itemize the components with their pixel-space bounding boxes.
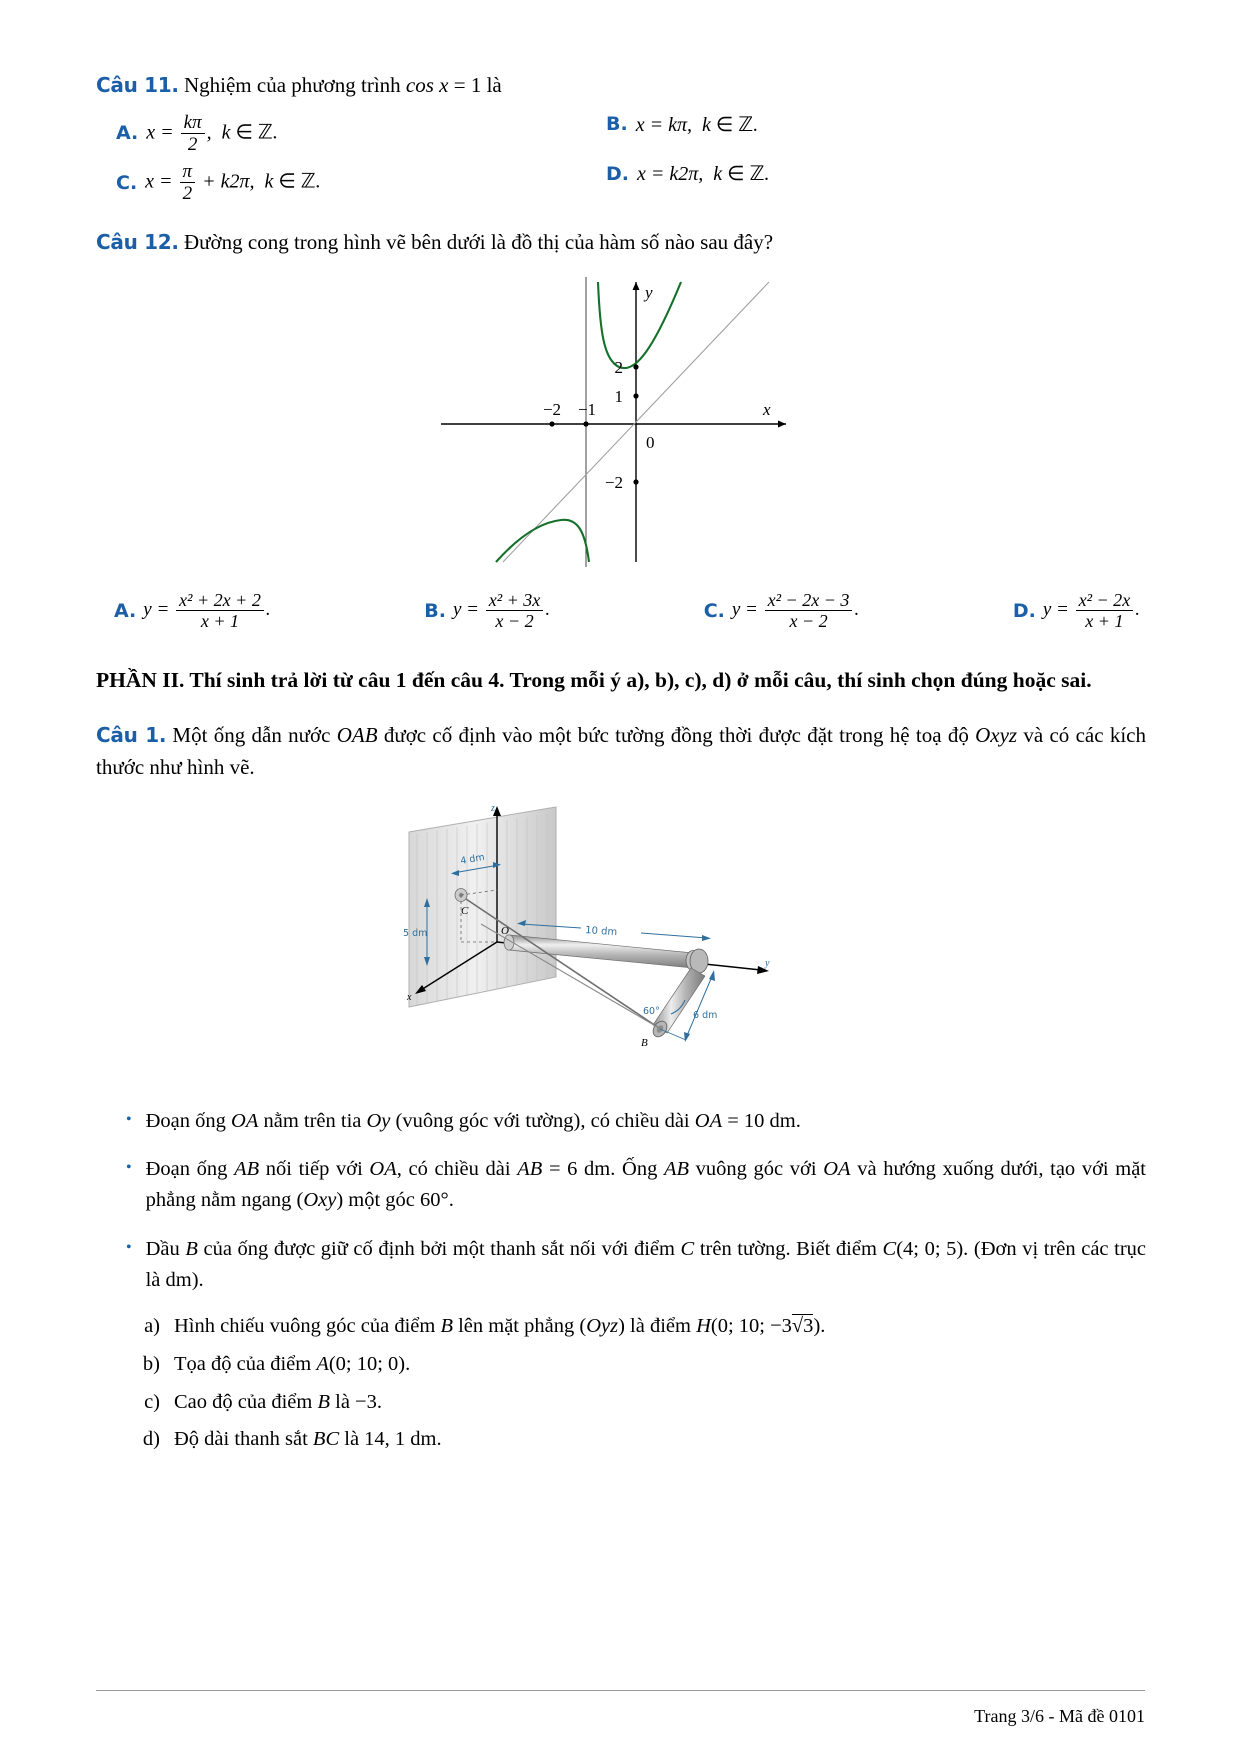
question-12 — [96, 227, 1146, 259]
option-d-12-num: x² − 2x — [1078, 590, 1131, 611]
question-11-options — [116, 112, 1146, 205]
page-footer: Trang 3/6 - Mã đề 0101 — [974, 1706, 1145, 1726]
option-d-12-label: D. — [1012, 599, 1036, 622]
question-12-label: Câu 12. — [96, 229, 179, 254]
option-a-12[interactable] — [114, 590, 271, 631]
axis-z-label: z — [491, 802, 495, 814]
option-c-12-value: y = $\frac{\text{x² − 2x − 3}}{x - 2}$ . — [731, 590, 860, 632]
tick-x-neg2: −2 — [542, 400, 562, 420]
page-content — [96, 70, 1146, 1464]
tick-y-2: 2 — [614, 358, 623, 378]
tick-origin: 0 — [646, 433, 655, 453]
footer-divider — [96, 1690, 1145, 1691]
subitem-c — [120, 1389, 1146, 1416]
option-d-11[interactable] — [606, 161, 1096, 186]
subitem-a-tag: a) — [144, 1315, 160, 1338]
label-B: B — [641, 1036, 648, 1049]
option-a-12-den: x + 1 — [176, 610, 264, 631]
bullet-dot-icon: • — [126, 1238, 132, 1256]
subitem-b-tag: b) — [142, 1353, 160, 1376]
option-a-12-label: A. — [114, 599, 137, 622]
bullet-text-3: Dầu B của ống được giữ cố định bởi một thanh sắt nối với điểm C trên tường. Biết điểm C(4; 0; 5). (Đơn vị trên các trục là dm). — [145, 1237, 1146, 1291]
dim-10dm: 10 dm — [584, 924, 618, 938]
option-row-ab — [116, 112, 1146, 156]
option-b-12-den: x − 2 — [486, 610, 544, 631]
option-b-12-num: x² + 3x — [488, 590, 541, 611]
tick-y-neg2: −2 — [604, 473, 623, 493]
option-c-value: x = $\frac{\pi}{2}$ + k2π, k ∈ ℤ. — [145, 161, 321, 205]
pipe-figure — [341, 802, 901, 1082]
subitem-a — [120, 1313, 1146, 1340]
option-a-label: A. — [116, 122, 139, 145]
subitem-c-tag: c) — [144, 1390, 160, 1413]
subitem-b — [120, 1351, 1146, 1378]
subitem-d — [120, 1426, 1146, 1453]
option-b-11[interactable] — [606, 112, 1096, 137]
axis-x-label: x — [763, 400, 771, 420]
bullet-text-1: Đoạn ống OA nằm trên tia Oy (vuông góc với tường), có chiều dài OA = 10 dm. — [145, 1109, 801, 1132]
option-a-11[interactable] — [116, 112, 606, 156]
question-11-text: Nghiệm của phương trình cos x = 1 là — [183, 73, 502, 97]
option-b-12-value: y = $\frac{\text{x² + 3x}}{x - 2}$ . — [452, 590, 551, 632]
graph-figure-12 — [391, 272, 851, 572]
subitem-c-text: Cao độ của điểm B là −3. — [174, 1390, 382, 1413]
option-a-12-num: x² + 2x + 2 — [179, 590, 261, 611]
pipe-svg — [341, 802, 901, 1082]
question-p2-1-bullets — [126, 1106, 1146, 1296]
option-b-12-label: B. — [424, 599, 446, 622]
option-d-label: D. — [606, 162, 629, 185]
option-c-label: C. — [116, 171, 138, 194]
subitem-d-text: Độ dài thanh sắt BC là 14, 1 dm. — [174, 1428, 442, 1451]
option-row-cd — [116, 161, 1146, 205]
option-d-12-den: x + 1 — [1076, 610, 1134, 631]
option-b-value: x = kπ, k ∈ ℤ. — [635, 113, 759, 136]
question-p2-1-subitems — [120, 1313, 1146, 1453]
option-c-11[interactable] — [116, 161, 606, 205]
option-c-12-den: x − 2 — [765, 610, 853, 631]
bullet-item — [126, 1234, 1146, 1296]
question-p2-1-text: Một ống dẫn nước OAB được cố định vào một bức tường đồng thời được đặt trong hệ toạ độ Oxyz và có các kích thước như hình vẽ. — [96, 722, 1146, 780]
option-a-value: x = $\frac{k\pi}{2}$ , k ∈ ℤ. — [146, 111, 278, 155]
option-b-label: B. — [606, 113, 628, 135]
bullet-item — [126, 1106, 1146, 1137]
option-d-12-value: y = $\frac{\text{x² − 2x}}{x + 1}$ . — [1042, 590, 1140, 632]
axis-x-label-3d: x — [407, 991, 412, 1003]
tick-x-neg1: −1 — [577, 400, 597, 420]
subitem-d-tag: d) — [142, 1428, 160, 1451]
angle-60: 60° — [643, 1005, 660, 1017]
question-11-label: Câu 11. — [96, 73, 179, 97]
subitem-a-text: Hình chiếu vuông góc của điểm B lên mặt phẳng (Oyz) là điểm H(0; 10; −3√3). — [174, 1315, 826, 1338]
option-a-12-value: y = $\frac{\text{x² + 2x + 2}}{x + 1}$ . — [143, 590, 271, 632]
question-p2-1 — [96, 719, 1146, 784]
label-C: C — [461, 904, 469, 917]
bullet-dot-icon: • — [126, 1159, 132, 1177]
question-12-text: Đường cong trong hình vẽ bên dưới là đồ thị của hàm số nào sau đây? — [183, 229, 774, 254]
axis-y-label-3d: y — [765, 957, 770, 969]
option-b-12[interactable] — [424, 590, 550, 631]
bullet-item — [126, 1154, 1146, 1216]
dim-4dm: 4 dm — [459, 851, 486, 867]
option-d-value: x = k2π, k ∈ ℤ. — [637, 163, 770, 186]
part-2-heading: PHẦN II. Thí sinh trả lời từ câu 1 đến câu 4. Trong mỗi ý a), b), c), d) ở mỗi câu, thí sinh chọn đúng hoặc sai. — [96, 668, 1092, 693]
option-c-12-label: C. — [703, 599, 725, 622]
question-p2-1-label: Câu 1. — [96, 722, 167, 747]
dim-6dm: 6 dm — [693, 1009, 718, 1021]
label-O: O — [501, 924, 509, 937]
option-d-12[interactable] — [1013, 590, 1140, 631]
dim-5dm: 5 dm — [403, 927, 428, 939]
axis-y-label: y — [645, 283, 653, 303]
graph-svg — [391, 272, 851, 572]
tick-y-1: 1 — [614, 387, 623, 407]
bullet-dot-icon: • — [126, 1110, 132, 1128]
bullet-text-2: Đoạn ống AB nối tiếp với OA, có chiều dài AB = 6 dm. Ống AB vuông góc với OA và hướng xuống dưới, tạo với mặt phẳng nằm ngang (Oxy) một góc 60°. — [145, 1158, 1146, 1212]
question-12-options — [114, 590, 1140, 631]
option-c-12[interactable] — [704, 590, 860, 631]
subitem-b-text: Tọa độ của điểm A(0; 10; 0). — [174, 1353, 411, 1376]
option-c-12-num: x² − 2x − 3 — [767, 590, 850, 611]
pipe-ab — [650, 968, 705, 1039]
question-11 — [96, 70, 1146, 102]
